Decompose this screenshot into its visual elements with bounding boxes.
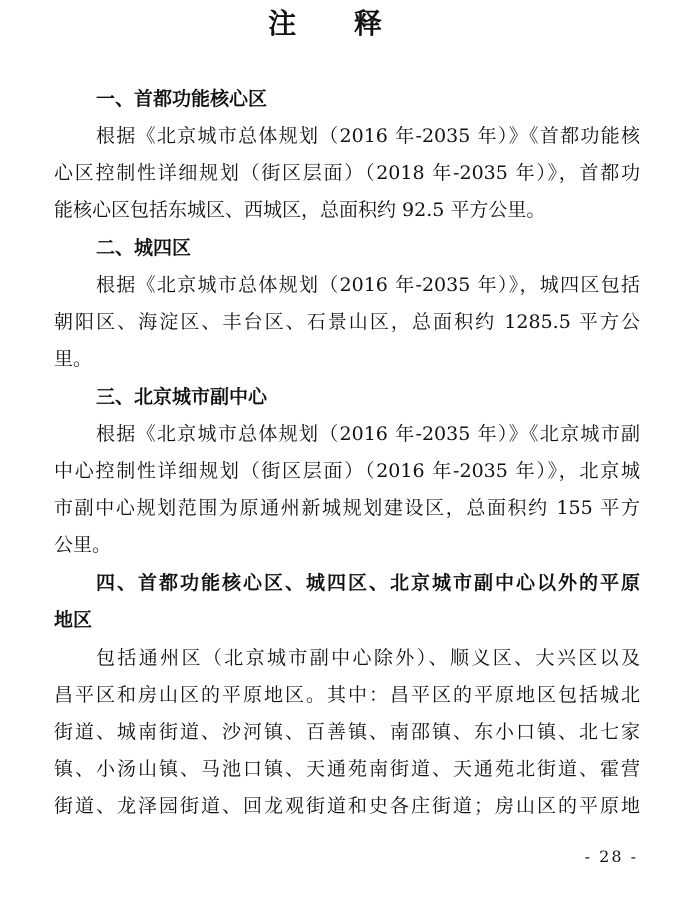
section-2-line-2: 朝阳区、海淀区、丰台区、石景山区，总面积约 1285.5 平方公 [54,311,640,333]
section-heading-1: 一、首都功能核心区 [96,88,268,110]
section-4-line-1: 包括通州区（北京城市副中心除外）、顺义区、大兴区以及 [96,647,640,669]
section-3-line-1: 根据《北京城市总体规划（2016 年-2035 年）》《北京城市副 [96,423,640,445]
section-1-line-1: 根据《北京城市总体规划（2016 年-2035 年）》《首都功能核 [96,125,640,147]
section-heading-4: 四、首都功能核心区、城四区、北京城市副中心以外的平原 [96,572,640,594]
section-heading-3: 三、北京城市副中心 [96,386,268,408]
page-number: - 28 - [584,847,638,866]
section-1-line-3: 能核心区包括东城区、西城区，总面积约 92.5 平方公里。 [54,199,546,221]
section-4-line-2: 昌平区和房山区的平原地区。其中：昌平区的平原地区包括城北 [54,684,640,706]
section-1-line-2: 心区控制性详细规划（街区层面）（2018 年-2035 年）》，首都功 [54,162,640,184]
section-heading-2: 二、城四区 [96,237,192,259]
section-2-line-1: 根据《北京城市总体规划（2016 年-2035 年）》，城四区包括 [96,274,640,296]
section-4-line-4: 镇、小汤山镇、马池口镇、天通苑南街道、天通苑北街道、霍营 [54,758,640,780]
section-3-line-3: 市副中心规划范围为原通州新城规划建设区，总面积约 155 平方 [54,497,640,519]
section-2-line-3: 里。 [54,348,93,370]
page-title: 注 释 [268,7,406,40]
section-3-line-4: 公里。 [54,534,112,556]
section-heading-4-cont: 地区 [54,609,93,631]
section-3-line-2: 中心控制性详细规划（街区层面）（2016 年-2035 年）》，北京城 [54,460,640,482]
section-4-line-3: 街道、城南街道、沙河镇、百善镇、南邵镇、东小口镇、北七家 [54,721,640,743]
section-4-line-5: 街道、龙泽园街道、回龙观街道和史各庄街道；房山区的平原地 [54,795,640,817]
